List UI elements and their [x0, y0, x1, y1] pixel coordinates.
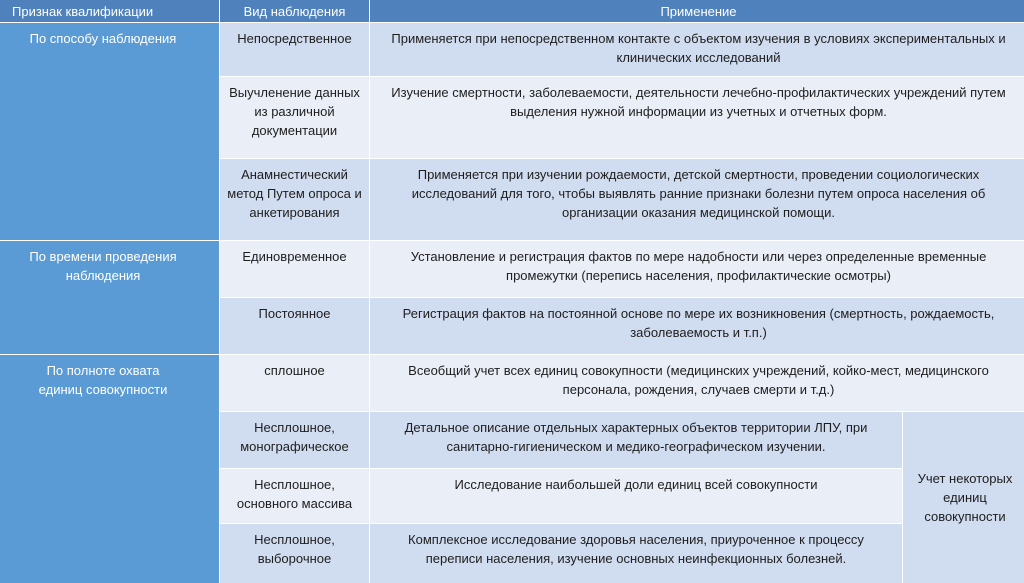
observation-type-cell: Единовременное: [220, 241, 369, 297]
application-cell: Установление и регистрация фактов по мере надобности или через определенные временные промежутки (перепись населения, профилактические осмотры): [370, 241, 1024, 297]
application-cell: Применяется при изучении рождаемости, детской смертности, проведении социологических исследований для того, чтобы выявлять ранние признаки болезни путем опроса населения об организации оказания медицинской помощи.: [370, 159, 1024, 240]
observation-type-cell: Несплошное, основного массива: [220, 469, 369, 523]
application-cell: Комплексное исследование здоровья населения, приуроченное к процессу переписи населения, изучение основных неинфекционных болезней.: [370, 524, 902, 583]
application-cell: Регистрация фактов на постоянной основе по мере их возникновения (смертность, рождаемость, заболеваемость и т.п.): [370, 298, 1024, 354]
category-method: [0, 23, 219, 240]
header-observation-type: Вид наблюдения: [220, 0, 369, 22]
application-cell: Изучение смертности, заболеваемости, деятельности лечебно-профилактических учреждений путем выделения нужной информации из учетных и отчетных форм.: [370, 77, 1024, 158]
observation-type-cell: Анамнестический метод Путем опроса и анкетирования: [220, 159, 369, 240]
application-cell: Всеобщий учет всех единиц совокупности (медицинских учреждений, койко-мест, медицинского персонала, рождения, случаев смерти и т.д.): [370, 355, 1024, 411]
category-label: По полноте охвата единиц совокупности: [38, 363, 168, 397]
partial-coverage-note: Учет некоторых единиц совокупности: [903, 412, 1024, 583]
category-time: [0, 241, 219, 354]
observation-type-cell: Несплошное, выборочное: [220, 524, 369, 583]
category-label: По способу наблюдения: [29, 31, 177, 46]
header-application: Применение: [370, 0, 1024, 22]
observation-type-cell: Выучленение данных из различной документации: [220, 77, 369, 158]
application-cell: Исследование наибольшей доли единиц всей совокупности: [370, 469, 902, 523]
category-label: По времени проведения наблюдения: [29, 249, 177, 283]
observation-type-cell: Несплошное, монографическое: [220, 412, 369, 468]
observation-type-cell: сплошное: [220, 355, 369, 411]
observation-type-cell: Постоянное: [220, 298, 369, 354]
header-qualification: Признак квалификации: [0, 0, 219, 22]
category-coverage: [0, 355, 219, 583]
application-cell: Применяется при непосредственном контакте с объектом изучения в условиях экспериментальных и клинических исследований: [370, 23, 1024, 76]
observation-type-cell: Непосредственное: [220, 23, 369, 76]
application-cell: Детальное описание отдельных характерных объектов территории ЛПУ, при санитарно-гигиеническом и медико-географическом изучении.: [370, 412, 902, 468]
